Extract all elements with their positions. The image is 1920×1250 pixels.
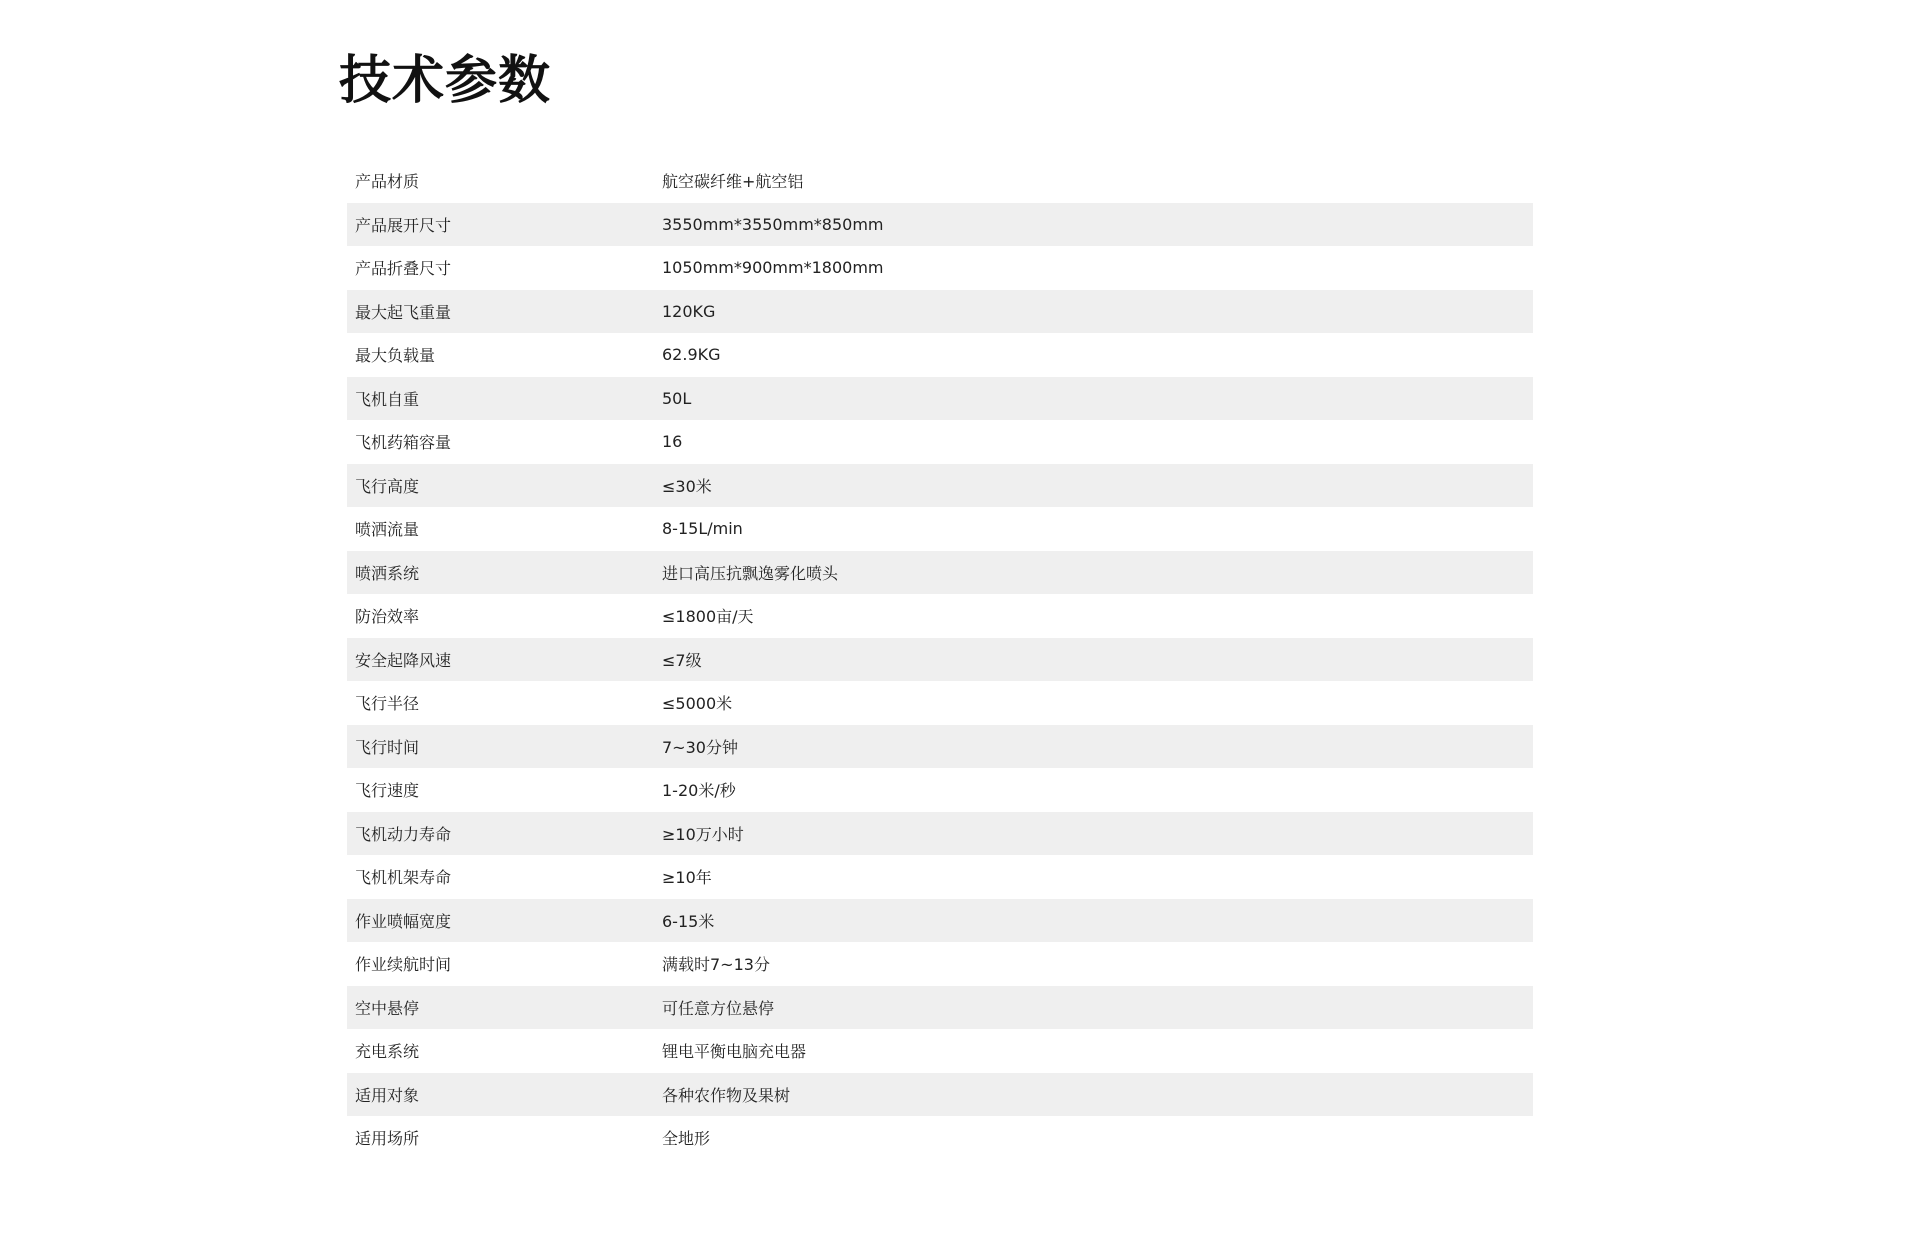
spec-value: 8-15L/min bbox=[662, 519, 743, 539]
spec-label: 产品折叠尺寸 bbox=[355, 259, 452, 279]
spec-label: 飞行时间 bbox=[355, 737, 420, 757]
spec-label: 最大负载量 bbox=[355, 346, 436, 366]
spec-row bbox=[347, 551, 1533, 595]
spec-label: 适用场所 bbox=[355, 1129, 420, 1149]
spec-value: 50L bbox=[662, 388, 692, 408]
page-title: 技术参数 bbox=[339, 51, 552, 111]
spec-label: 产品展开尺寸 bbox=[355, 215, 452, 235]
spec-label: 飞行半径 bbox=[355, 694, 420, 714]
spec-label: 作业喷幅宽度 bbox=[355, 911, 452, 931]
spec-value: 7~30分钟 bbox=[662, 737, 738, 757]
spec-row bbox=[347, 246, 1533, 290]
spec-row bbox=[347, 290, 1533, 334]
spec-value: 6-15米 bbox=[662, 911, 715, 931]
spec-label: 飞行高度 bbox=[355, 476, 420, 496]
spec-value: 各种农作物及果树 bbox=[662, 1085, 791, 1105]
spec-value: 满载时7~13分 bbox=[662, 955, 770, 975]
spec-label: 喷洒系统 bbox=[355, 563, 420, 583]
spec-row bbox=[347, 681, 1533, 725]
spec-value: 3550mm*3550mm*850mm bbox=[662, 214, 884, 234]
spec-label: 飞机自重 bbox=[355, 389, 420, 409]
spec-value: 16 bbox=[662, 432, 683, 452]
spec-table bbox=[347, 159, 1533, 1160]
spec-value: 120KG bbox=[662, 301, 716, 321]
spec-label: 最大起飞重量 bbox=[355, 302, 452, 322]
spec-value: 进口高压抗飘逸雾化喷头 bbox=[662, 563, 839, 583]
spec-row bbox=[347, 377, 1533, 421]
spec-label: 飞机机架寿命 bbox=[355, 868, 452, 888]
spec-row bbox=[347, 942, 1533, 986]
spec-label: 空中悬停 bbox=[355, 998, 420, 1018]
spec-value: 全地形 bbox=[662, 1129, 711, 1149]
spec-row bbox=[347, 812, 1533, 856]
spec-value: 航空碳纤维+航空铝 bbox=[662, 172, 804, 192]
spec-label: 适用对象 bbox=[355, 1085, 420, 1105]
spec-value: 可任意方位悬停 bbox=[662, 998, 775, 1018]
spec-label: 飞行速度 bbox=[355, 781, 420, 801]
spec-label: 飞机药箱容量 bbox=[355, 433, 452, 453]
spec-label: 产品材质 bbox=[355, 172, 420, 192]
spec-row bbox=[347, 594, 1533, 638]
spec-row bbox=[347, 159, 1533, 203]
spec-value: ≥10万小时 bbox=[662, 824, 744, 844]
spec-value: ≥10年 bbox=[662, 868, 712, 888]
spec-row bbox=[347, 1116, 1533, 1160]
spec-row bbox=[347, 420, 1533, 464]
spec-row bbox=[347, 203, 1533, 247]
spec-label: 防治效率 bbox=[355, 607, 420, 627]
spec-label: 充电系统 bbox=[355, 1042, 420, 1062]
spec-row bbox=[347, 855, 1533, 899]
spec-row bbox=[347, 768, 1533, 812]
spec-row bbox=[347, 333, 1533, 377]
spec-row bbox=[347, 464, 1533, 508]
spec-value: ≤5000米 bbox=[662, 694, 733, 714]
spec-row bbox=[347, 899, 1533, 943]
spec-row bbox=[347, 1073, 1533, 1117]
spec-value: 1-20米/秒 bbox=[662, 781, 736, 801]
spec-value: ≤7级 bbox=[662, 650, 702, 670]
spec-row bbox=[347, 1029, 1533, 1073]
spec-row bbox=[347, 986, 1533, 1030]
spec-label: 作业续航时间 bbox=[355, 955, 452, 975]
spec-value: 锂电平衡电脑充电器 bbox=[662, 1042, 807, 1062]
spec-label: 安全起降风速 bbox=[355, 650, 452, 670]
spec-value: ≤1800亩/天 bbox=[662, 607, 754, 627]
spec-value: 62.9KG bbox=[662, 345, 721, 365]
spec-row bbox=[347, 725, 1533, 769]
spec-label: 喷洒流量 bbox=[355, 520, 420, 540]
spec-value: 1050mm*900mm*1800mm bbox=[662, 258, 884, 278]
spec-row bbox=[347, 507, 1533, 551]
spec-label: 飞机动力寿命 bbox=[355, 824, 452, 844]
spec-value: ≤30米 bbox=[662, 476, 712, 496]
spec-row bbox=[347, 638, 1533, 682]
